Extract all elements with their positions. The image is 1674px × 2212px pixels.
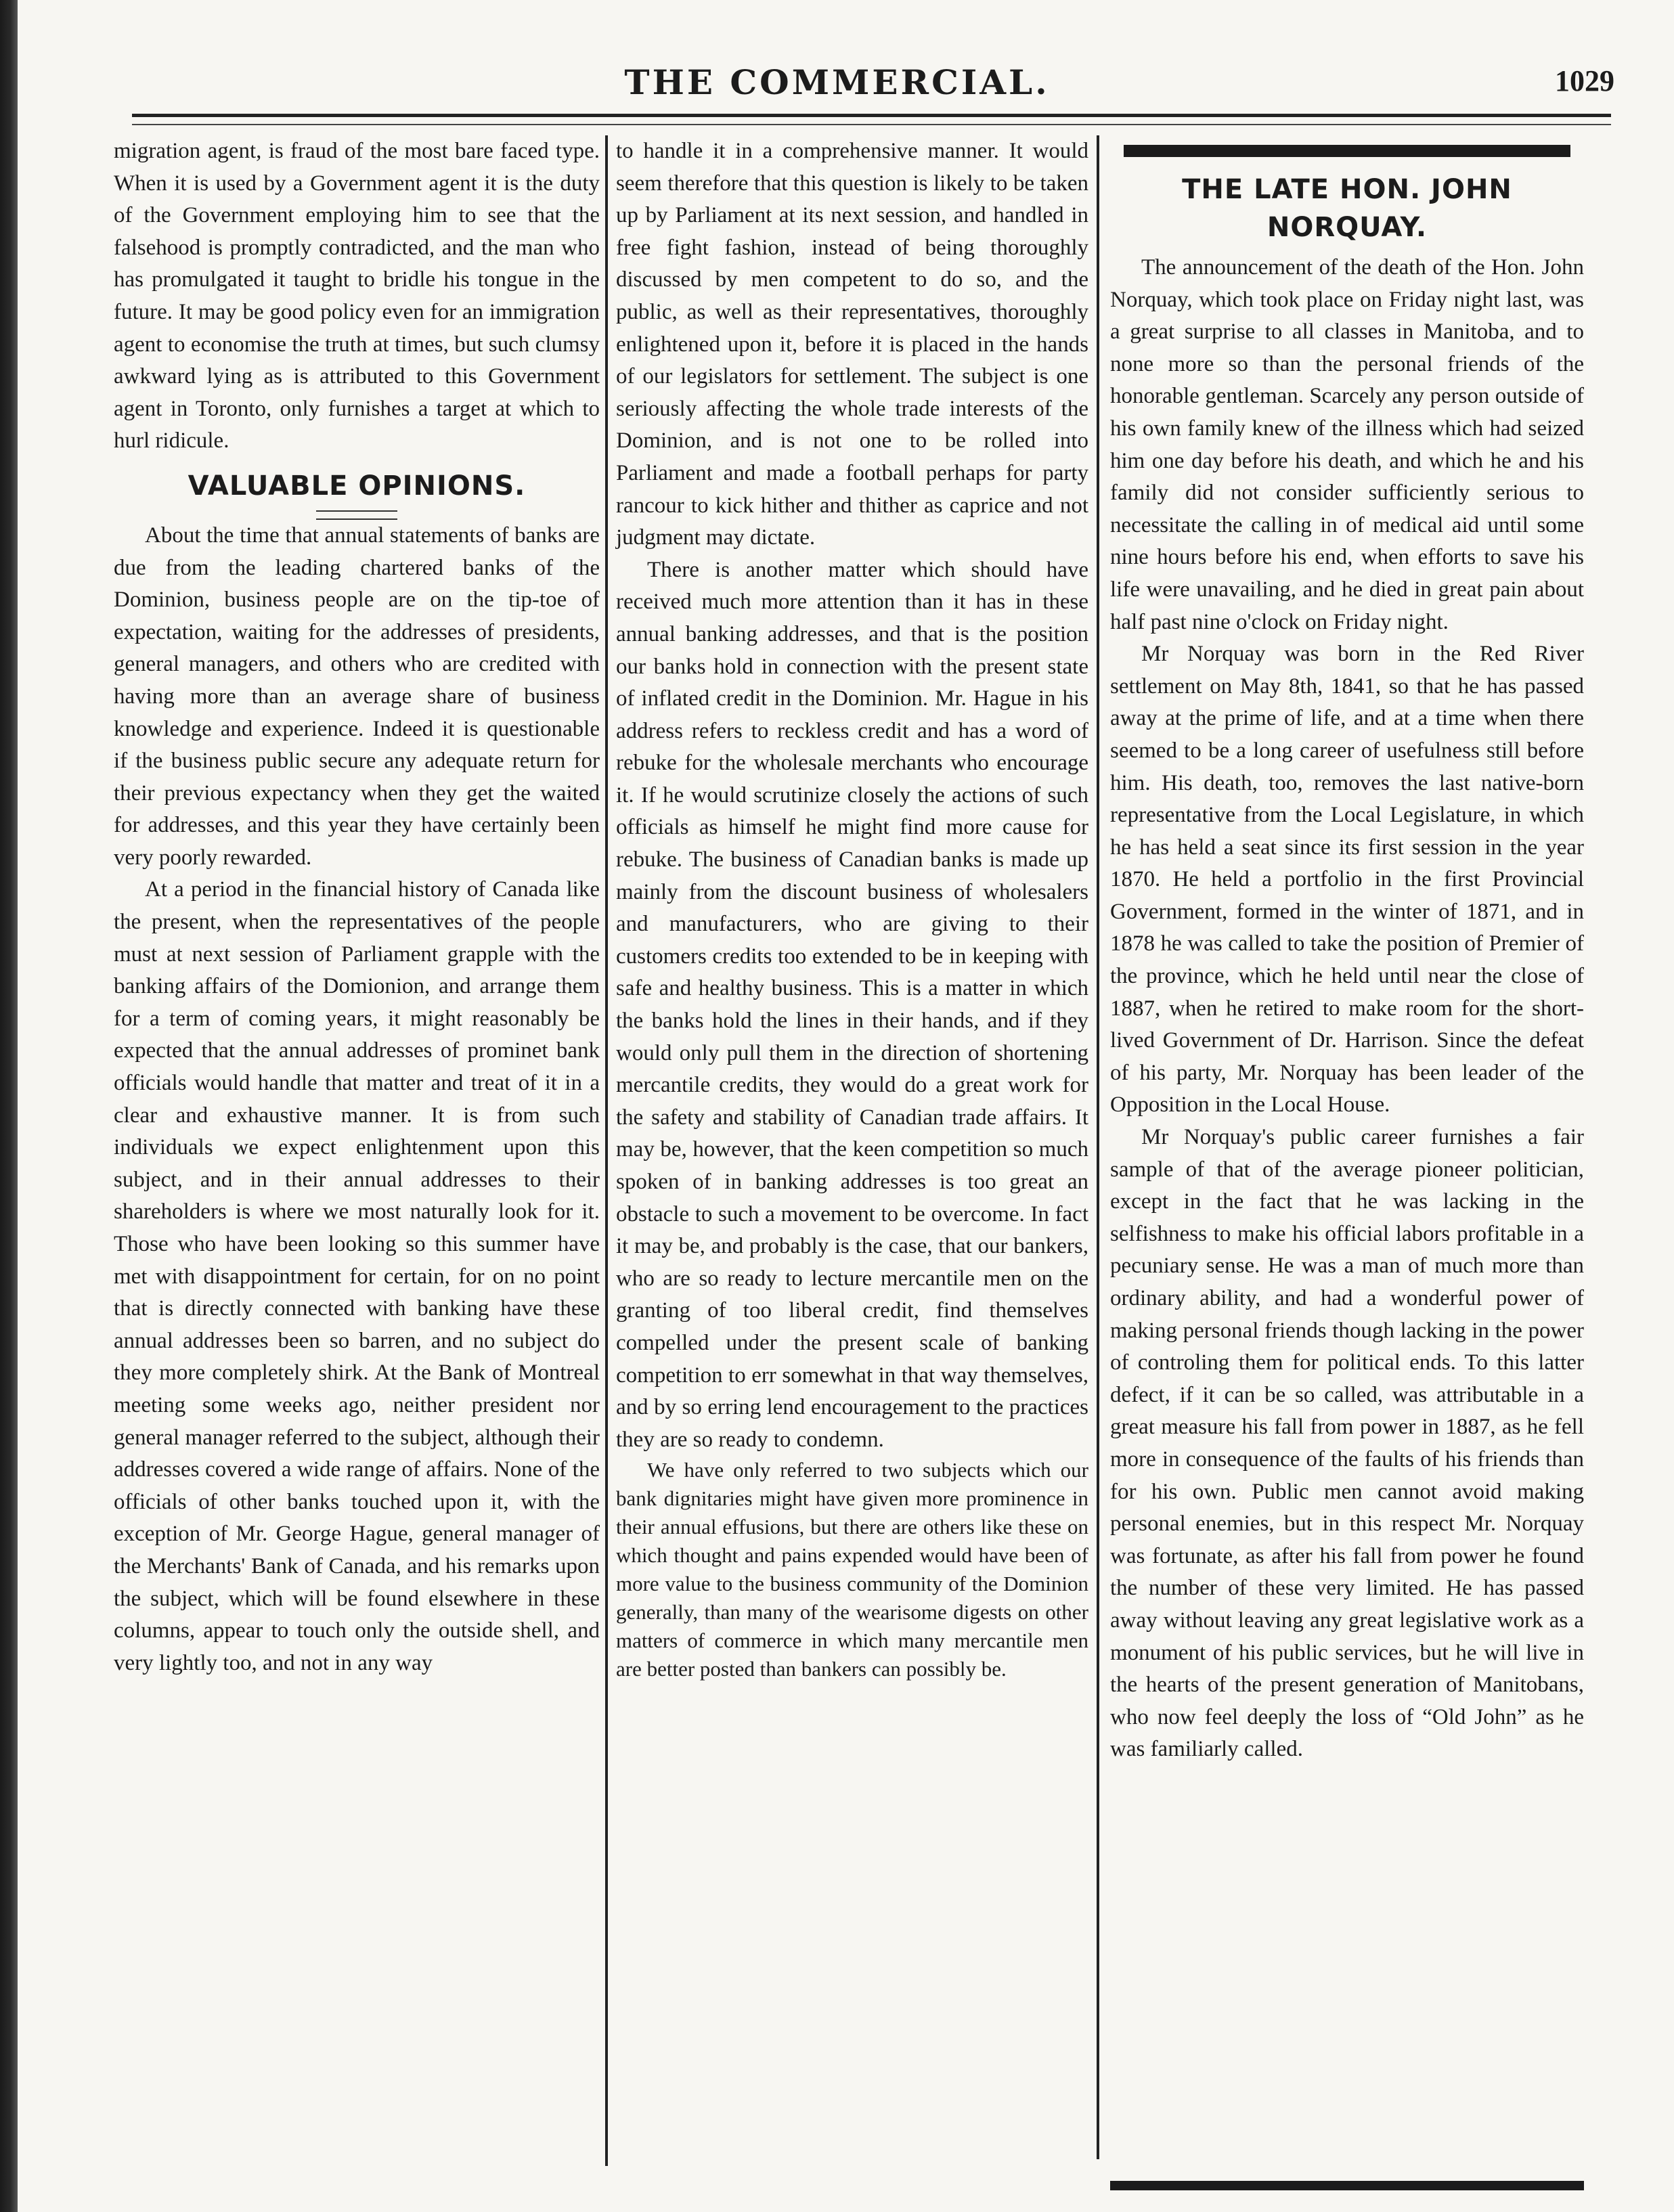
article-paragraph: At a period in the financial history of Canada like the present, when the representatives of the people must at next session of Parliament grapple with the banking affairs of the Domionion, and arrange them for a term of coming years, it might reasonably be expected that the annual addresses of prominet bank officials would handle that matter and treat of it in a clear and exhaustive manner. It is from such individuals we expect enlightenment upon this subject, and in their annual addresses to their shareholders is where we most naturally look for it. Those who have been looking so this summer have met with disappointment for certain, for on no point that is directly connected with banking have these annual addresses been so barren, and no subject do they more completely shirk. At the Bank of Montreal meeting some weeks ago, neither president nor general manager referred to the subject, although their addresses covered a wide range of affairs. None of the officials of other banks touched upon it, with the exception of Mr. George Hague, general manager of the Merchants' Bank of Canada, and his remarks upon the subject, which will be found elsewhere in these columns, appear to touch only the outside shell, and very lightly too, and not in any way	[114, 877, 600, 1675]
article-paragraph: The announcement of the death of the Hon. John Norquay, which took place on Friday night last, was a great surprise to all classes in Manitoba, and to none more so than the personal friends of the honorable gentleman. Scarcely any person outside of his own family knew of the illness which had seized him one day before his death, and which he and his family did not consider sufficiently serious to necessitate the calling in of medical aid until some nine hours before his end, when efforts to save his life were unavailing, and he died in great pain about half past nine o'clock on Friday night.	[1110, 255, 1584, 634]
column-3	[1110, 161, 1584, 1766]
headline-john-norquay: THE LATE HON. JOHN NORQUAY.	[1182, 174, 1512, 243]
headline-valuable-opinions: VALUABLE OPINIONS.	[188, 470, 526, 502]
article-paragraph: migration agent, is fraud of the most bare faced type. When it is used by a Government agent it is the duty of the Government employing him to see that the falsehood is promptly contradicted, and the man who has promulgated it taught to bridle his tongue in the future. It may be good policy even for an immigration agent to economise the truth at times, but such clumsy awkward lying as is attributed to this Government agent in Toronto, only furnishes a target at which to hurl ridicule.	[114, 139, 600, 454]
header-rule	[132, 114, 1611, 125]
article-paragraph: About the time that annual statements of banks are due from the leading chartered banks of the Dominion, business people are on the tip-toe of expectation, waiting for the addresses of presidents, general managers, and others who are credited with having more than an average share of business knowledge and experience. Indeed it is questionable if the business public secure any adequate return for their previous expectancy when they get the waited for addresses, and this year they have certainly been very poorly rewarded.	[114, 523, 600, 870]
column-3-bottom-bar	[1110, 2181, 1584, 2190]
column-2	[616, 135, 1088, 1683]
article-paragraph: There is another matter which should have received much more attention than it has in these annual banking addresses, and that is the position our banks hold in connection with the present state of inflated credit in the Dominion. Mr. Hague in his address refers to reckless credit and has a word of rebuke for the wholesale merchants who encourage it. If he would scrutinize closely the actions of such officials as himself he might find more cause for rebuke. The business of Canadian banks is made up mainly from the discount business of wholesalers and manufacturers, who are giving to their customers credits too extended to be in keeping with safe and healthy business. This is a matter in which the banks hold the lines in their hands, and if they would only pull them in the direction of shortening mercantile credits, they would do a great work for the safety and stability of Canadian trade affairs. It may be, however, that the keen competition so much spoken of in banking addresses is too great an obstacle to such a movement to be overcome. In fact it may be, and probably is the case, that our bankers, who are so ready to lecture mercantile men on the granting of too liberal credit, find themselves compelled under the present scale of banking competition to err somewhat in that way themselves, and by so erring lend encouragement to the practices they are so ready to condemn.	[616, 557, 1088, 1452]
column-divider-1	[605, 135, 608, 2166]
column-divider-2	[1097, 135, 1099, 2159]
article-paragraph: Mr Norquay was born in the Red River settlement on May 8th, 1841, so that he has passed away at the prime of life, and at a time when there seemed to be a long career of usefulness still before him. His death, too, removes the last native-born representative from the Local Legislature, in which he has held a seat since its first session in the year 1870. He held a portfolio in the first Provincial Government, formed in the winter of 1871, and in 1878 he was called to take the position of Premier of the province, which he held until near the close of 1887, when he retired to make room for the short-lived Government of Dr. Harrison. Since the defeat of his party, Mr. Norquay has been leader of the Opposition in the Local House.	[1110, 642, 1584, 1118]
article-paragraph-small: We have only referred to two subjects which our bank dignitaries might have given more prominence in their annual effusions, but there are others like these on which thought and pains expended would have been of more value to the business community of the Dominion generally, than many of the wearisome digests on other matters of commerce in which many mercantile men are better posted than bankers can possibly be.	[616, 1458, 1088, 1681]
headline-ornament	[316, 510, 397, 520]
scan-edge	[0, 0, 18, 2212]
publication-title: THE COMMERCIAL.	[624, 62, 1050, 102]
article-paragraph: Mr Norquay's public career furnishes a fair sample of that of the average pioneer politician, except in the fact that he was lacking in the selfishness to make his official labors profitable in a pecuniary sense. He was a man of much more than ordinary ability, and had a wonderful power of making personal friends though lacking in the power of controling them for political ends. To this latter defect, if it can be so called, was attributable in a great measure his fall from power in 1887, as he fell more in consequence of the faults of his friends than for his own. Public men cannot avoid making personal enemies, but in this respect Mr. Norquay was fortunate, as after his fall from power he found the number of these very limited. He has passed away without leaving any great legislative work as a monument of his public services, but he will live in the hearts of the present generation of Manitobans, who now feel deeply the loss of “Old John” as he was familiarly called.	[1110, 1125, 1584, 1762]
column-1	[114, 135, 600, 1679]
masthead	[0, 62, 1674, 116]
article-paragraph: to handle it in a comprehensive manner. It would seem therefore that this question is likely to be taken up by Parliament at its next session, and handled in free fight fashion, instead of being thoroughly discussed by men competent to do so, and the public, as well as their representatives, thoroughly enlightened upon it, before it is placed in the hands of our legislators for settlement. The subject is one seriously affecting the whole trade interests of the Dominion, and is not one to be rolled into Parliament and made a football perhaps for party rancour to kick hither and thither as caprice and not judgment may dictate.	[616, 139, 1088, 550]
column-3-top-bar	[1124, 145, 1570, 157]
page-number: 1029	[1555, 64, 1614, 97]
